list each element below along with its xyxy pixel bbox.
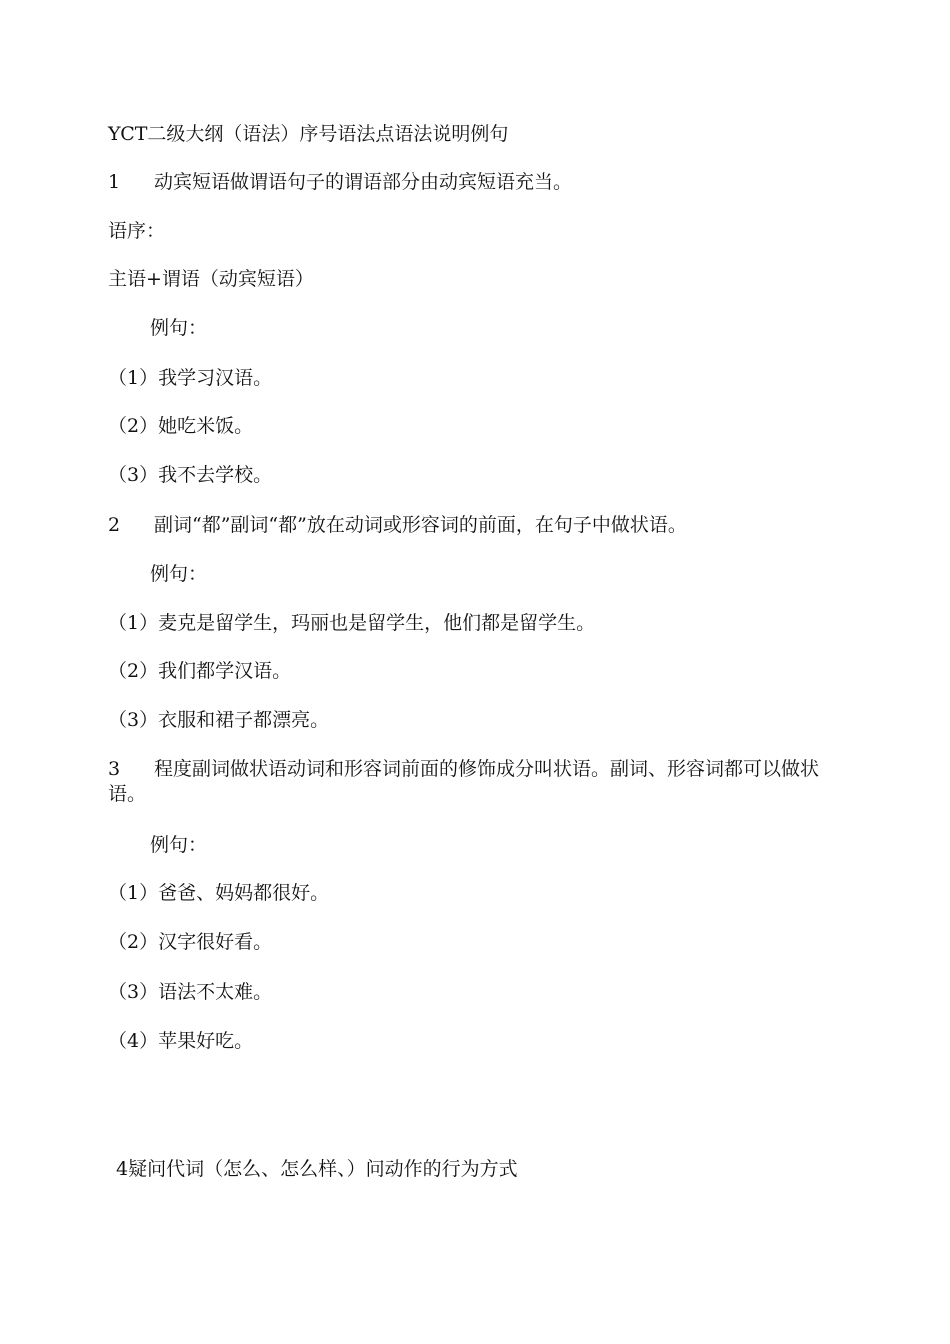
section-text: 疑问代词（怎么、怎么样、）问动作的行为方式: [128, 1158, 518, 1180]
section-number: 4: [116, 1158, 129, 1180]
example-heading: 例句：: [150, 563, 208, 585]
example-sentence: （3）衣服和裙子都漂亮。: [108, 709, 330, 731]
word-order-formula: 主语+谓语（动宾短语）: [108, 268, 314, 290]
example-sentence: （2）她吃米饭。: [108, 415, 254, 437]
section-number: 1: [108, 171, 121, 193]
section-4-title: [116, 1157, 518, 1181]
section-number: 2: [108, 514, 121, 536]
section-3-title: [108, 757, 838, 807]
section-1-title: [108, 170, 572, 194]
example-sentence: （1）爸爸、妈妈都很好。: [108, 882, 330, 904]
example-sentence: （3）我不去学校。: [108, 464, 273, 486]
example-sentence: （4）苹果好吃。: [108, 1030, 254, 1052]
example-sentence: （2）我们都学汉语。: [108, 660, 292, 682]
section-2-title: [108, 513, 687, 537]
word-order-label: 语序：: [108, 220, 166, 242]
example-heading: 例句：: [150, 834, 208, 856]
section-text: 动宾短语做谓语句子的谓语部分由动宾短语充当。: [154, 171, 573, 193]
section-number: 3: [108, 758, 121, 780]
section-text: 副词“都”副词“都”放在动词或形容词的前面，在句子中做状语。: [154, 514, 687, 536]
example-sentence: （1）麦克是留学生，玛丽也是留学生，他们都是留学生。: [108, 612, 596, 634]
page-header: YCT二级大纲（语法）序号语法点语法说明例句: [108, 123, 509, 145]
example-sentence: （1）我学习汉语。: [108, 367, 273, 389]
example-sentence: （2）汉字很好看。: [108, 931, 273, 953]
section-text: 程度副词做状语动词和形容词前面的修饰成分叫状语。副词、形容词都可以做状语。: [108, 758, 820, 805]
example-sentence: （3）语法不太难。: [108, 981, 273, 1003]
example-heading: 例句：: [150, 317, 208, 339]
